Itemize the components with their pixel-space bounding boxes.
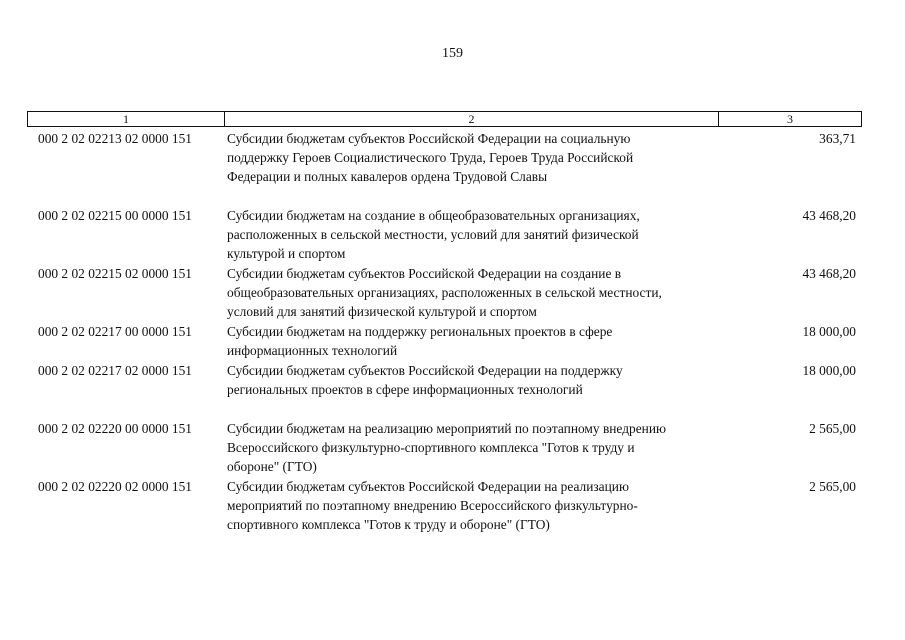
column-header-2: 2	[225, 112, 719, 126]
row-amount: 43 468,20	[802, 208, 856, 223]
budget-code: 000 2 02 02217 02 0000 151	[38, 363, 192, 378]
column-header-3: 3	[787, 112, 793, 126]
budget-code: 000 2 02 02220 00 0000 151	[38, 421, 192, 436]
budget-code: 000 2 02 02215 00 0000 151	[38, 208, 192, 223]
row-amount: 2 565,00	[809, 479, 856, 494]
row-description: Субсидии бюджетам субъектов Российской Федерации на создание в общеобразовательных организациях, расположенных в сельской местности, условий для занятий физической культурой и спортом	[227, 266, 662, 319]
row-amount: 363,71	[819, 131, 856, 146]
budget-code: 000 2 02 02213 02 0000 151	[38, 131, 192, 146]
budget-code: 000 2 02 02215 02 0000 151	[38, 266, 192, 281]
budget-code: 000 2 02 02217 00 0000 151	[38, 324, 192, 339]
table-header	[27, 111, 862, 127]
row-description: Субсидии бюджетам субъектов Российской Федерации на реализацию мероприятий по поэтапному внедрению Всероссийского физкультурно- спортивного комплекса "Готов к труду и обороне" (ГТО)	[227, 479, 638, 532]
row-description: Субсидии бюджетам субъектов Российской Федерации на поддержку региональных проектов в сфере информационных технологий	[227, 363, 623, 397]
row-amount: 18 000,00	[802, 363, 856, 378]
row-amount: 18 000,00	[802, 324, 856, 339]
row-description: Субсидии бюджетам на поддержку региональных проектов в сфере информационных технологий	[227, 324, 613, 358]
row-description: Субсидии бюджетам субъектов Российской Федерации на социальную поддержку Героев Социалистического Труда, Героев Труда Российской Федерации и полных кавалеров ордена Трудовой Славы	[227, 131, 634, 184]
budget-code: 000 2 02 02220 02 0000 151	[38, 479, 192, 494]
column-header-1: 1	[28, 112, 225, 126]
row-amount: 43 468,20	[802, 266, 856, 281]
row-amount: 2 565,00	[809, 421, 856, 436]
row-description: Субсидии бюджетам на реализацию мероприятий по поэтапному внедрению Всероссийского физкультурно-спортивного комплекса "Готов к труду и обороне" (ГТО)	[227, 421, 666, 474]
page-number: 159	[442, 46, 463, 61]
row-description: Субсидии бюджетам на создание в общеобразовательных организациях, расположенных в сельской местности, условий для занятий физической культурой и спортом	[227, 208, 640, 261]
